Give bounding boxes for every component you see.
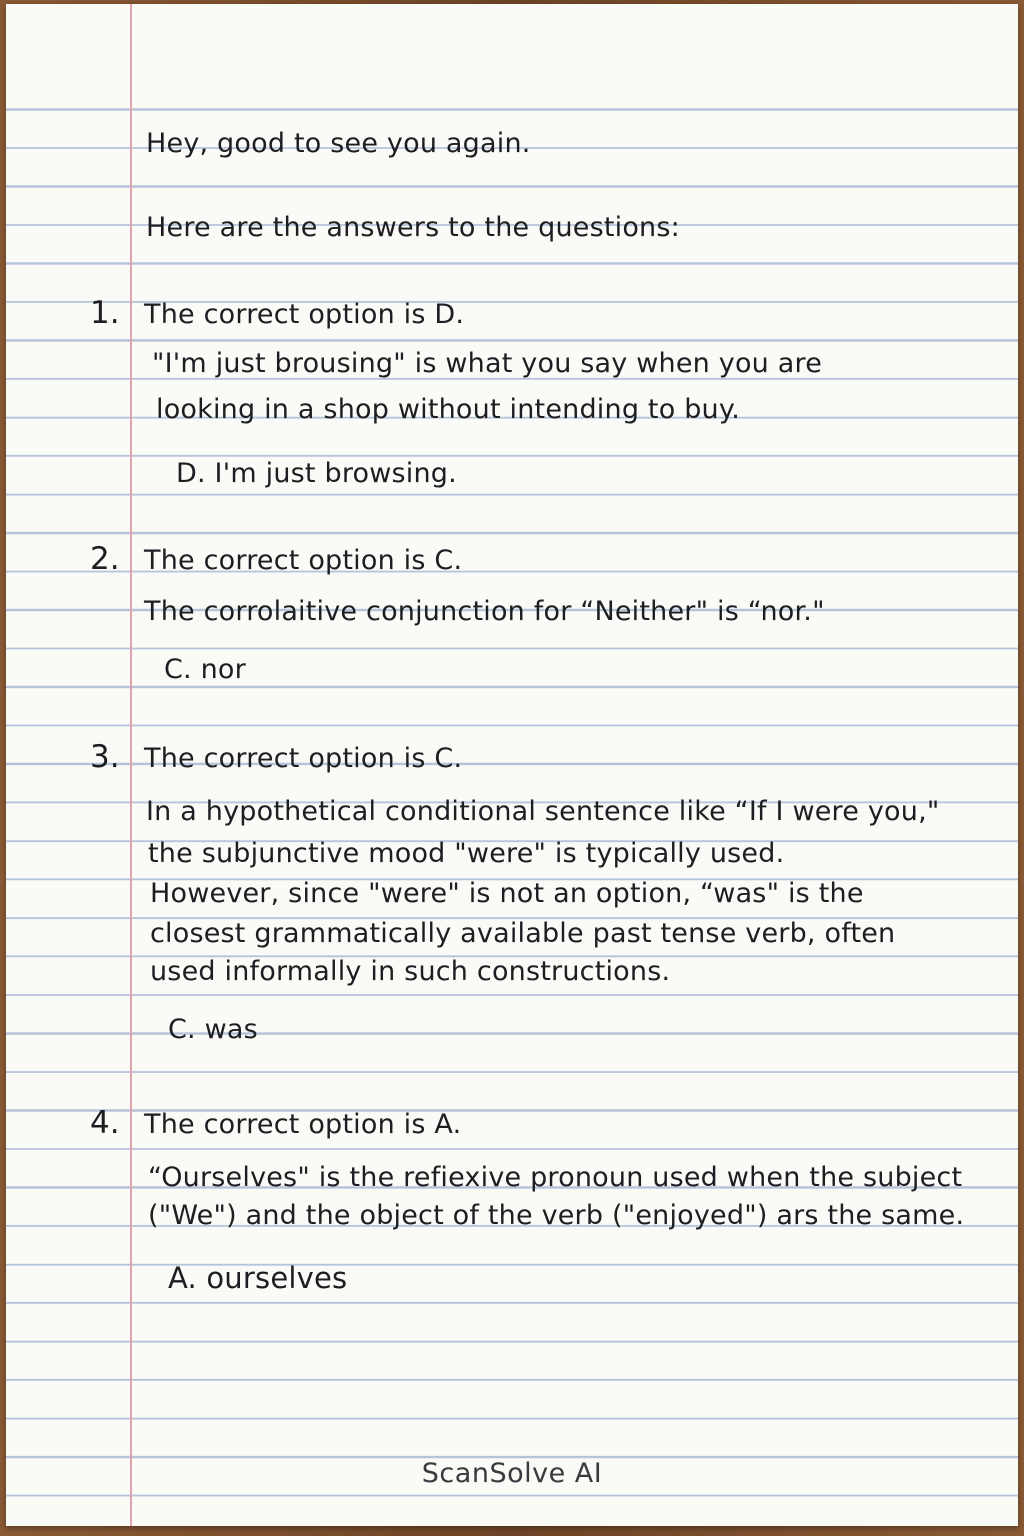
answer-1-explanation-line: looking in a shop without intending to buy.	[156, 394, 740, 425]
greeting-text: Hey, good to see you again.	[146, 128, 531, 159]
red-margin-line	[130, 4, 132, 1526]
footer-watermark: ScanSolve AI	[421, 1458, 603, 1489]
answer-1-number: 1.	[90, 295, 120, 331]
answer-3-heading: The correct option is C.	[144, 743, 463, 774]
answer-3-number: 3.	[90, 739, 120, 775]
answer-4-explanation-line: ("We") and the object of the verb ("enjoyed") ars the same.	[148, 1200, 965, 1231]
answer-2-heading: The correct option is C.	[144, 545, 463, 576]
paper-top-margin	[6, 4, 1018, 108]
answer-1-choice: D. I'm just browsing.	[176, 458, 457, 489]
answer-2-number: 2.	[90, 541, 120, 577]
answer-3-explanation-line: the subjunctive mood "were" is typically used.	[148, 838, 785, 869]
answer-3-explanation-line: closest grammatically available past tense verb, often	[150, 918, 896, 949]
answer-1-explanation-line: "I'm just brousing" is what you say when you are	[152, 348, 823, 379]
answer-2-choice: C. nor	[164, 654, 246, 685]
answer-4-choice: A. ourselves	[168, 1261, 348, 1295]
answer-3-explanation-line: used informally in such constructions.	[150, 956, 671, 987]
answer-1-heading: The correct option is D.	[144, 299, 465, 330]
answer-3-explanation-line: However, since "were" is not an option, “was" is the	[150, 878, 864, 909]
answer-4-number: 4.	[90, 1105, 120, 1141]
answer-3-explanation-line: In a hypothetical conditional sentence like “If I were you,"	[146, 796, 940, 827]
intro-text: Here are the answers to the questions:	[146, 212, 680, 243]
answer-2-explanation-line: The corrolaitive conjunction for “Neither" is “nor."	[144, 596, 825, 627]
lined-notebook-paper	[6, 4, 1018, 1526]
answer-4-explanation-line: “Ourselves" is the refiexive pronoun used when the subject	[148, 1162, 963, 1193]
answer-4-heading: The correct option is A.	[144, 1109, 462, 1140]
answer-3-choice: C. was	[168, 1014, 258, 1045]
